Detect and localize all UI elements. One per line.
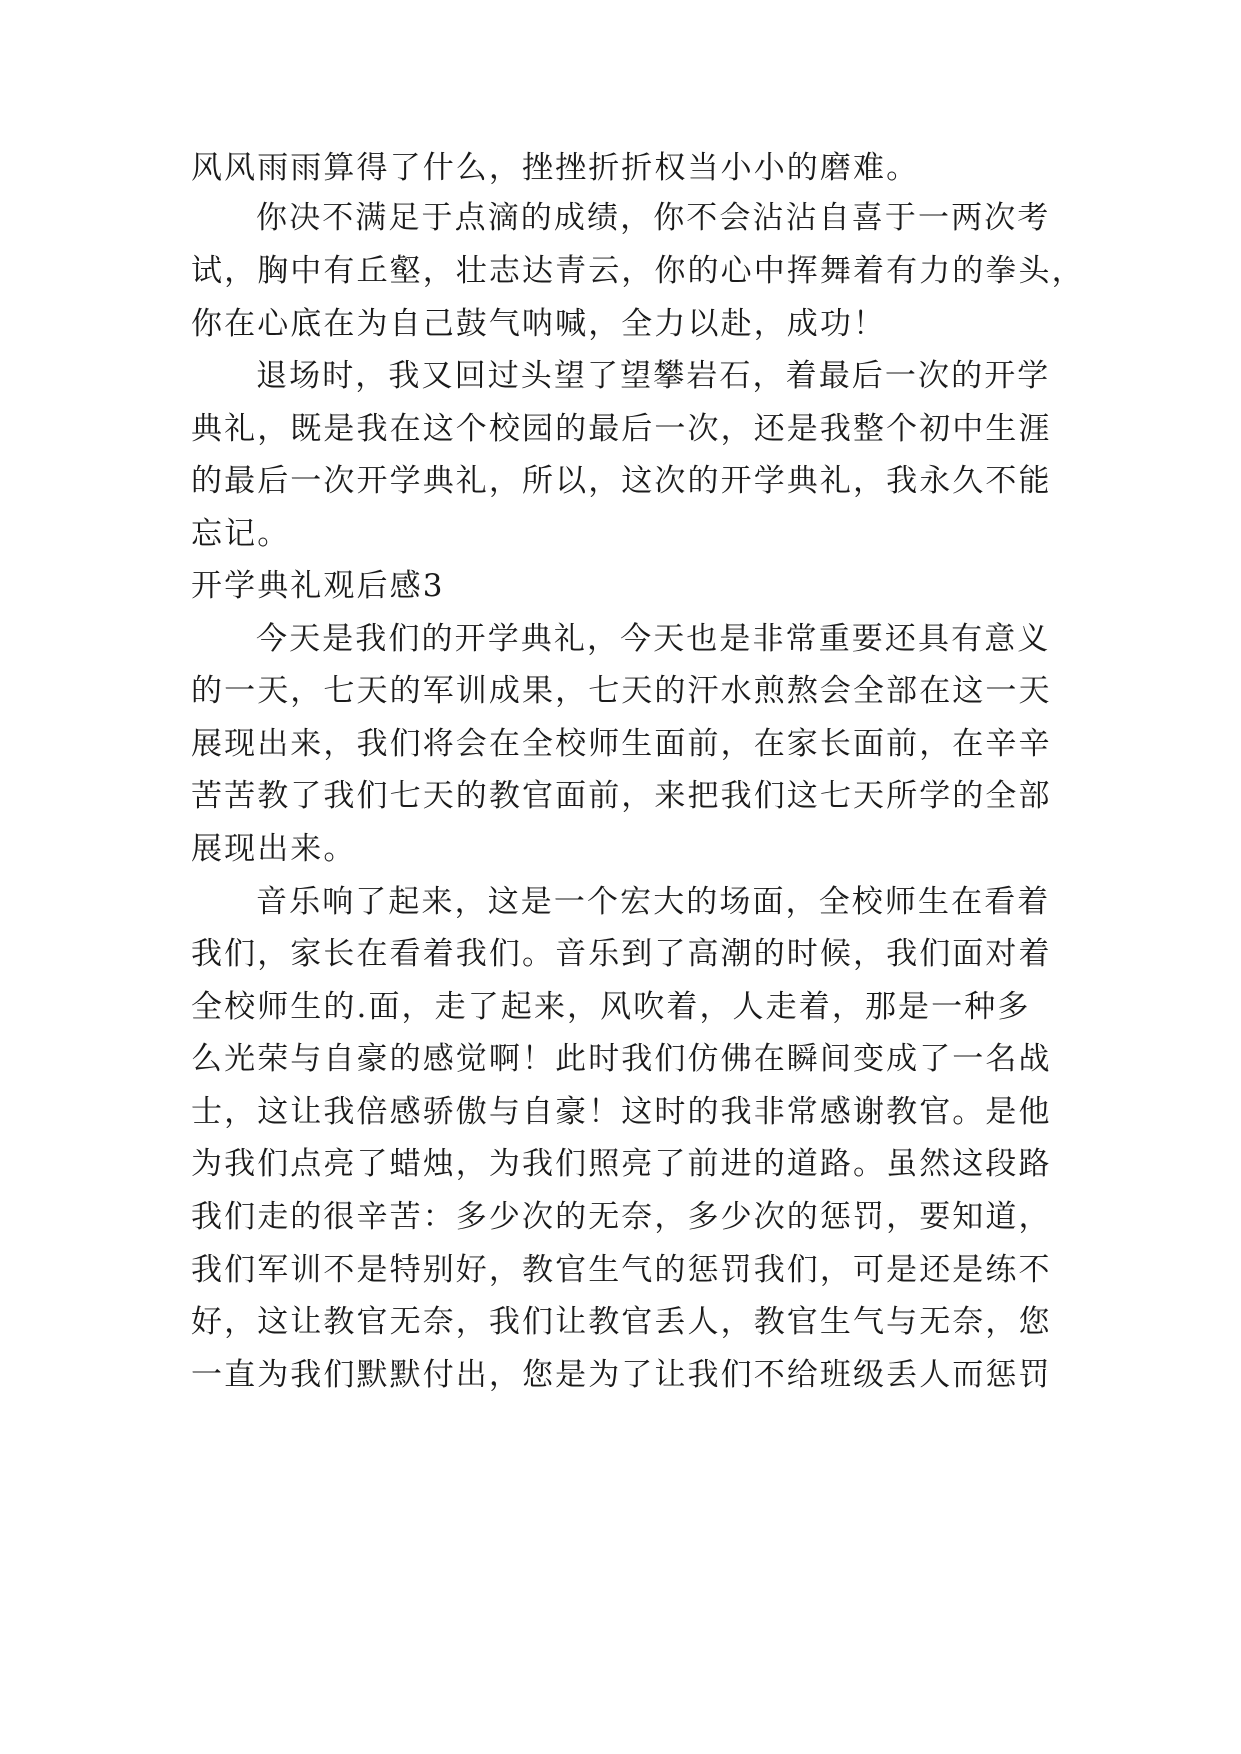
- text-line: 一直为我们默默付出，您是为了让我们不给班级丢人而惩罚: [191, 1357, 1052, 1393]
- text-line: 为我们点亮了蜡烛，为我们照亮了前进的道路。虽然这段路: [191, 1146, 1052, 1182]
- paragraph-line: 今天是我们的开学典礼，今天也是非常重要还具有意义: [256, 621, 1051, 657]
- section-heading: 开学典礼观后感3: [191, 568, 445, 604]
- text-line: 你在心底在为自己鼓气呐喊，全力以赴，成功！: [191, 306, 887, 342]
- text-line: 风风雨雨算得了什么，挫挫折折权当小小的磨难。: [191, 150, 920, 186]
- text-line: 试，胸中有丘壑，壮志达青云，你的心中挥舞着有力的拳头，: [191, 253, 1085, 289]
- paragraph-line: 退场时，我又回过头望了望攀岩石，着最后一次的开学: [256, 358, 1051, 394]
- text-line: 典礼，既是我在这个校园的最后一次，还是我整个初中生涯: [191, 411, 1052, 447]
- text-line: 苦苦教了我们七天的教官面前，来把我们这七天所学的全部: [191, 778, 1052, 814]
- text-line: 我们，家长在看着我们。音乐到了高潮的时候，我们面对着: [191, 936, 1052, 972]
- paragraph-line: 音乐响了起来，这是一个宏大的场面，全校师生在看着: [256, 884, 1051, 920]
- text-line: 好，这让教官无奈，我们让教官丢人，教官生气与无奈，您: [191, 1304, 1052, 1340]
- text-line: 的最后一次开学典礼，所以，这次的开学典礼，我永久不能: [191, 463, 1052, 499]
- paragraph-line: 你决不满足于点滴的成绩，你不会沾沾自喜于一两次考: [256, 200, 1051, 236]
- text-line: 展现出来。: [191, 831, 357, 867]
- text-line: 展现出来，我们将会在全校师生面前，在家长面前，在辛辛: [191, 726, 1052, 762]
- text-line: 我们走的很辛苦：多少次的无奈，多少次的惩罚，要知道，: [191, 1199, 1052, 1235]
- text-line: 我们军训不是特别好，教官生气的惩罚我们，可是还是练不: [191, 1252, 1052, 1288]
- text-line: 的一天，七天的军训成果，七天的汗水煎熬会全部在这一天: [191, 673, 1052, 709]
- text-line: 全校师生的.面，走了起来，风吹着，人走着，那是一种多: [191, 989, 1031, 1025]
- text-line: 么光荣与自豪的感觉啊！此时我们仿佛在瞬间变成了一名战: [191, 1041, 1052, 1077]
- text-line: 士，这让我倍感骄傲与自豪！这时的我非常感谢教官。是他: [191, 1094, 1052, 1130]
- text-line: 忘记。: [191, 516, 291, 552]
